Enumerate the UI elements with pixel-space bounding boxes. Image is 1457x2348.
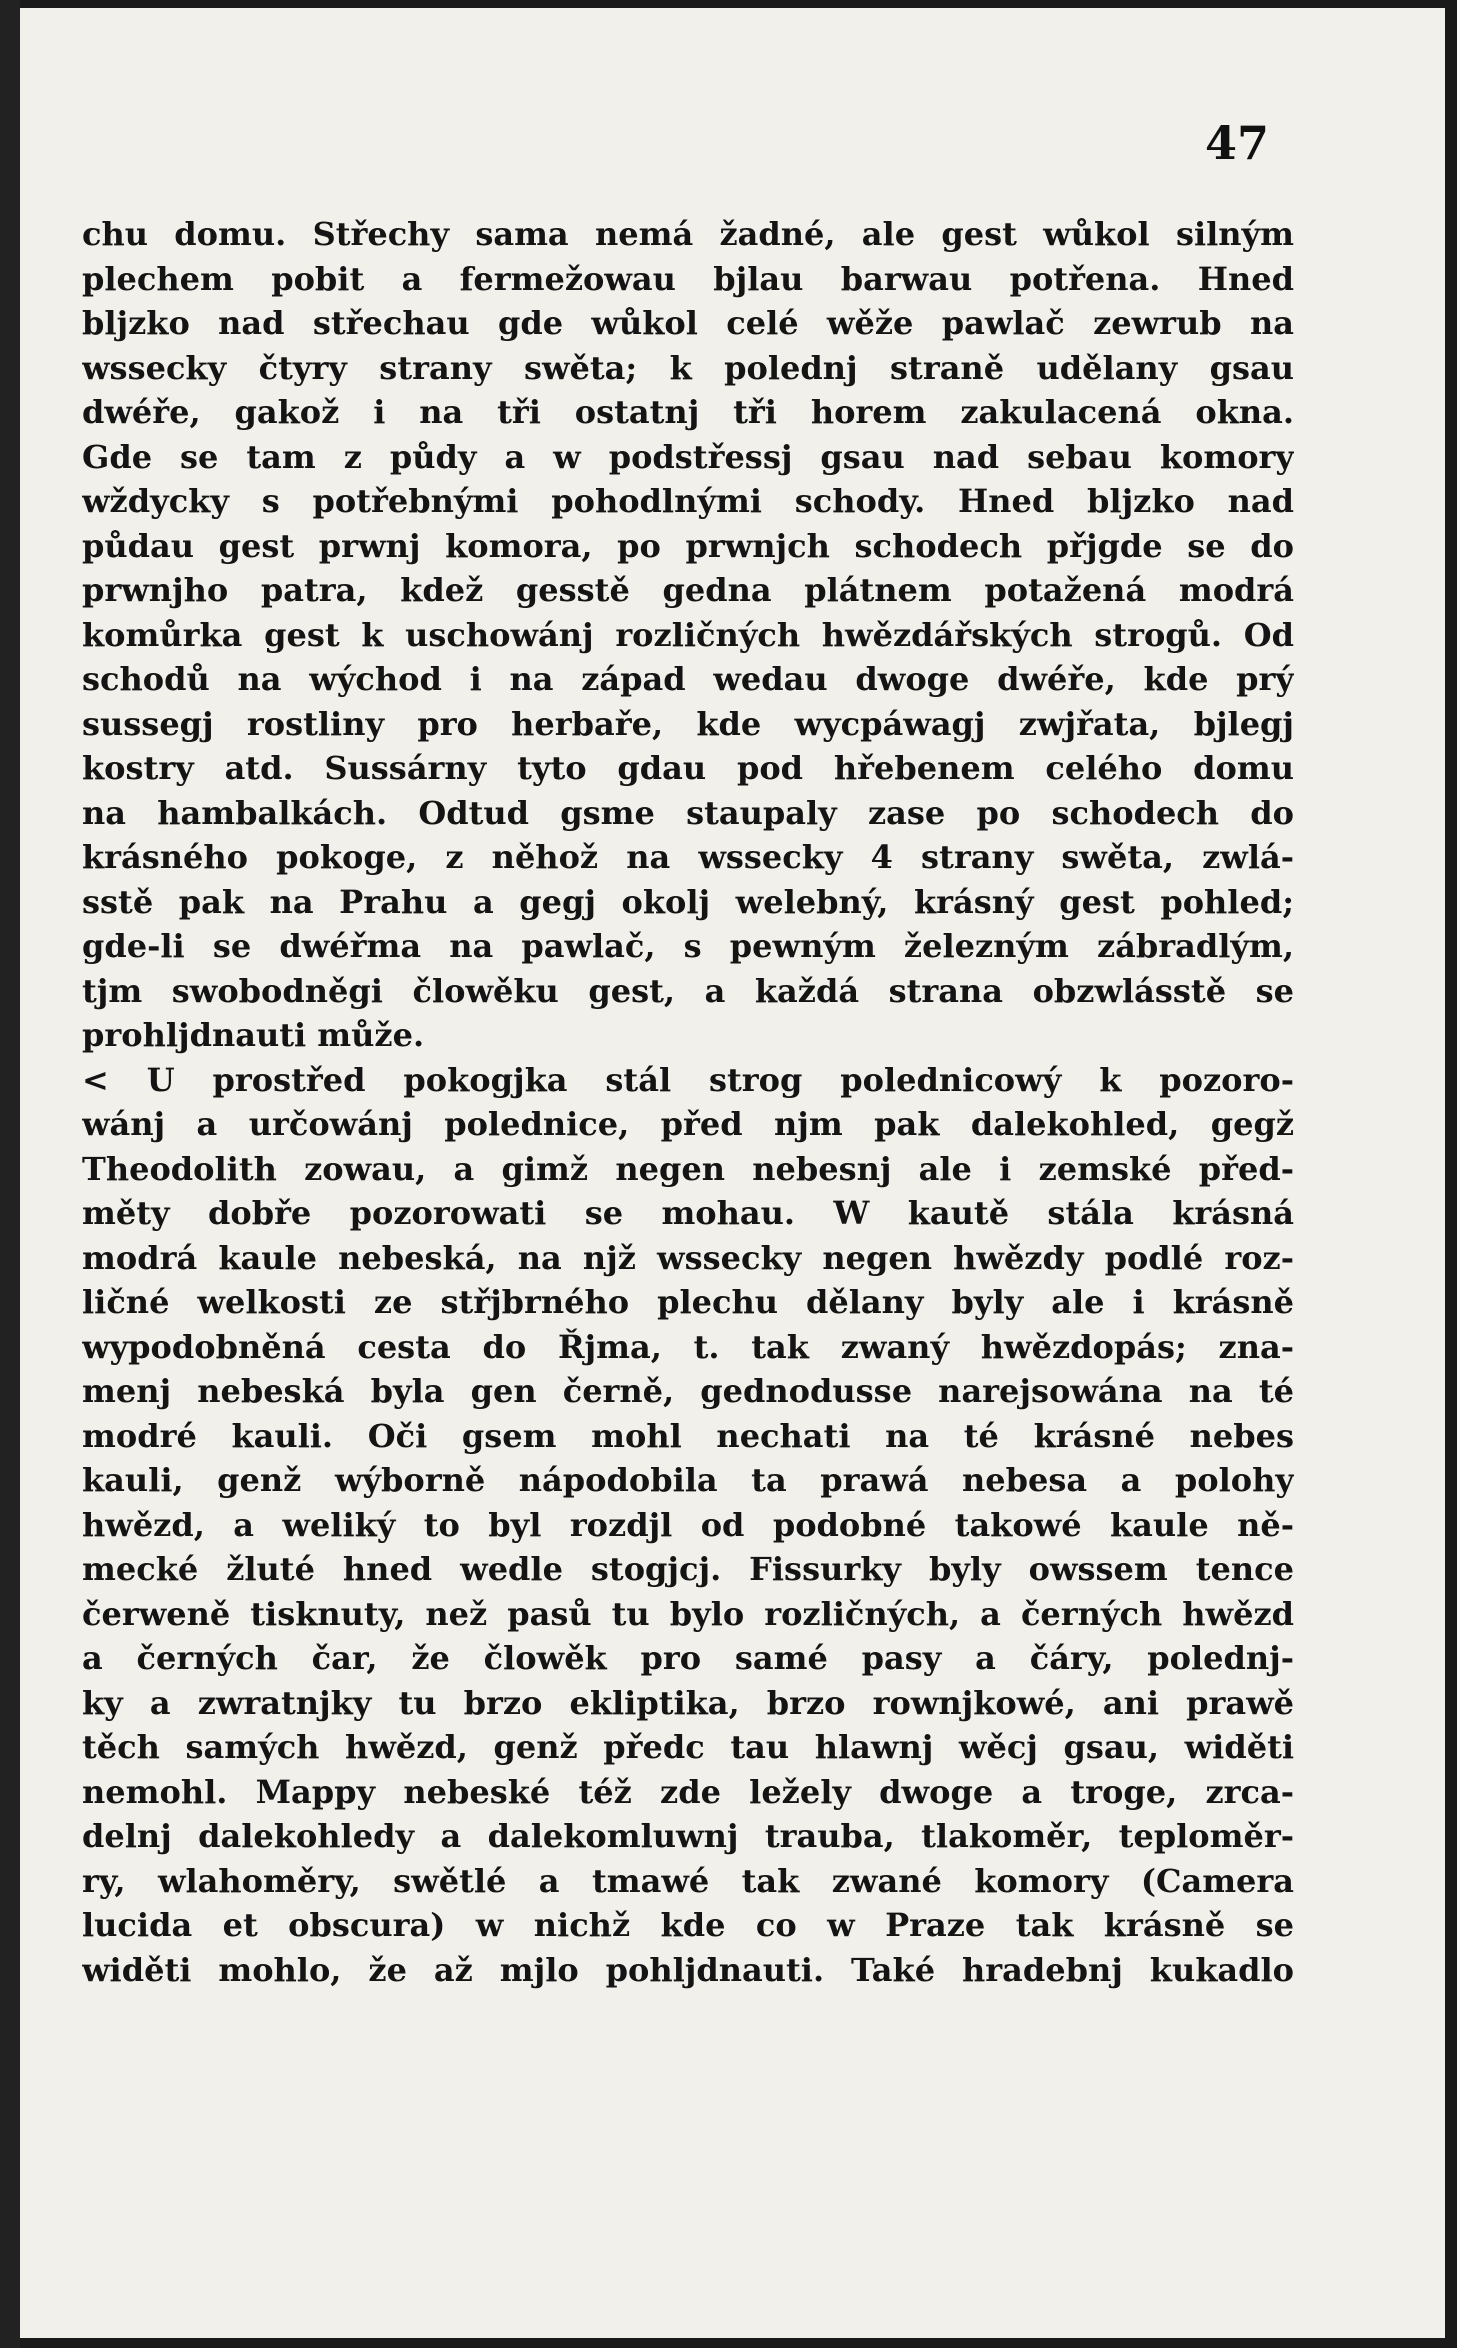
- text-line: na hambalkách. Odtud gsme staupaly zase po schodech do: [82, 793, 1294, 832]
- text-line: modré kauli. Oči gsem mohl nechati na té krásné nebes: [82, 1416, 1294, 1455]
- text-line: wánj a určowánj polednice, před njm pak dalekohled, gegž: [82, 1105, 1294, 1143]
- text-line: komůrka gest k uschowánj rozličných hwězdářských strogů. Od: [82, 615, 1294, 654]
- scan-left-edge: [0, 0, 20, 2348]
- text-line: a černých čar, že člowěk pro samé pasy a čáry, polednj-: [82, 1639, 1294, 1677]
- text-line: ky a zwratnjky tu brzo ekliptika, brzo rownjkowé, ani prawě: [82, 1683, 1294, 1722]
- text-line: prwnjho patra, kdež gesstě gedna plátnem potažená modrá: [82, 571, 1294, 609]
- text-line: čerweně tisknuty, než pasů tu bylo rozličných, a černých hwězd: [82, 1594, 1294, 1633]
- text-line: menj nebeská byla gen černě, gednodusse narejsowána na té: [82, 1372, 1294, 1410]
- text-line: kostry atd. Sussárny tyto gdau pod hřebenem celého domu: [82, 749, 1294, 787]
- text-line: sstě pak na Prahu a gegj okolj welebný, krásný gest pohled;: [82, 882, 1294, 921]
- text-line: mecké žluté hned wedle stogjcj. Fissurky byly owssem tence: [82, 1550, 1294, 1588]
- text-line: ličné welkosti ze střjbrného plechu dělany byly ale i krásně: [82, 1283, 1294, 1321]
- text-line: Theodolith zowau, a gimž negen nebesnj ale i zemské před-: [82, 1149, 1294, 1188]
- text-line: kauli, genž wýborně nápodobila ta prawá nebesa a polohy: [82, 1461, 1294, 1499]
- text-line: wssecky čtyry strany swěta; k polednj straně udělany gsau: [82, 348, 1294, 387]
- text-line: < U prostřed pokogjka stál strog polednicowý k pozoro-: [82, 1060, 1294, 1099]
- text-line: sussegj rostliny pro herbaře, kde wycpáwagj zwjřata, bjlegj: [82, 704, 1294, 743]
- text-line: krásného pokoge, z něhož na wssecky 4 strany swěta, zwlá-: [82, 838, 1294, 876]
- text-line: gde-li se dwéřma na pawlač, s pewným železným zábradlým,: [82, 927, 1294, 965]
- text-line: modrá kaule nebeská, na njž wssecky negen hwězdy podlé roz-: [82, 1238, 1294, 1277]
- text-line: chu domu. Střechy sama nemá žadné, ale gest wůkol silným: [82, 215, 1294, 253]
- page-number: 47: [1204, 116, 1269, 170]
- text-line: měty dobře pozorowati se mohau. W kautě stála krásná: [82, 1194, 1294, 1232]
- text-line: Gde se tam z půdy a w podstřessj gsau nad sebau komory: [82, 437, 1294, 476]
- text-line: bljzko nad střechau gde wůkol celé wěže pawlač zewrub na: [82, 304, 1294, 342]
- text-line: půdau gest prwnj komora, po prwnjch schodech přjgde se do: [82, 526, 1294, 565]
- text-line: těch samých hwězd, genž předc tau hlawnj wěcj gsau, widěti: [82, 1728, 1294, 1766]
- text-line: dwéře, gakož i na tři ostatnj tři horem zakulacená okna.: [82, 393, 1294, 431]
- paragraph-end-line: prohljdnauti může.: [82, 1016, 425, 1054]
- text-line: tjm swobodněgi člowěku gest, a každá strana obzwlásstě se: [82, 971, 1294, 1010]
- text-line: lucida et obscura) w nichž kde co w Praze tak krásně se: [82, 1906, 1294, 1944]
- text-line: widěti mohlo, že až mjlo pohljdnauti. Také hradebnj kukadlo: [82, 1950, 1294, 1989]
- book-page: [20, 8, 1445, 2338]
- text-line: delnj dalekohledy a dalekomluwnj trauba, tlakoměr, teploměr-: [82, 1817, 1294, 1855]
- text-line: nemohl. Mappy nebeské též zde ležely dwoge a troge, zrca-: [82, 1772, 1294, 1811]
- text-line: wypodobněná cesta do Řjma, t. tak zwaný hwězdopás; zna-: [82, 1327, 1294, 1366]
- text-line: ry, wlahoměry, swětlé a tmawé tak zwané komory (Camera: [82, 1861, 1294, 1900]
- body-text: [82, 212, 1294, 1992]
- text-line: plechem pobit a fermežowau bjlau barwau potřena. Hned: [82, 259, 1294, 298]
- text-line: hwězd, a weliký to byl rozdjl od podobné takowé kaule ně-: [82, 1505, 1294, 1544]
- text-line: wždycky s potřebnými pohodlnými schody. Hned bljzko nad: [82, 482, 1294, 520]
- text-line: schodů na wýchod i na západ wedau dwoge dwéře, kde prý: [82, 660, 1294, 698]
